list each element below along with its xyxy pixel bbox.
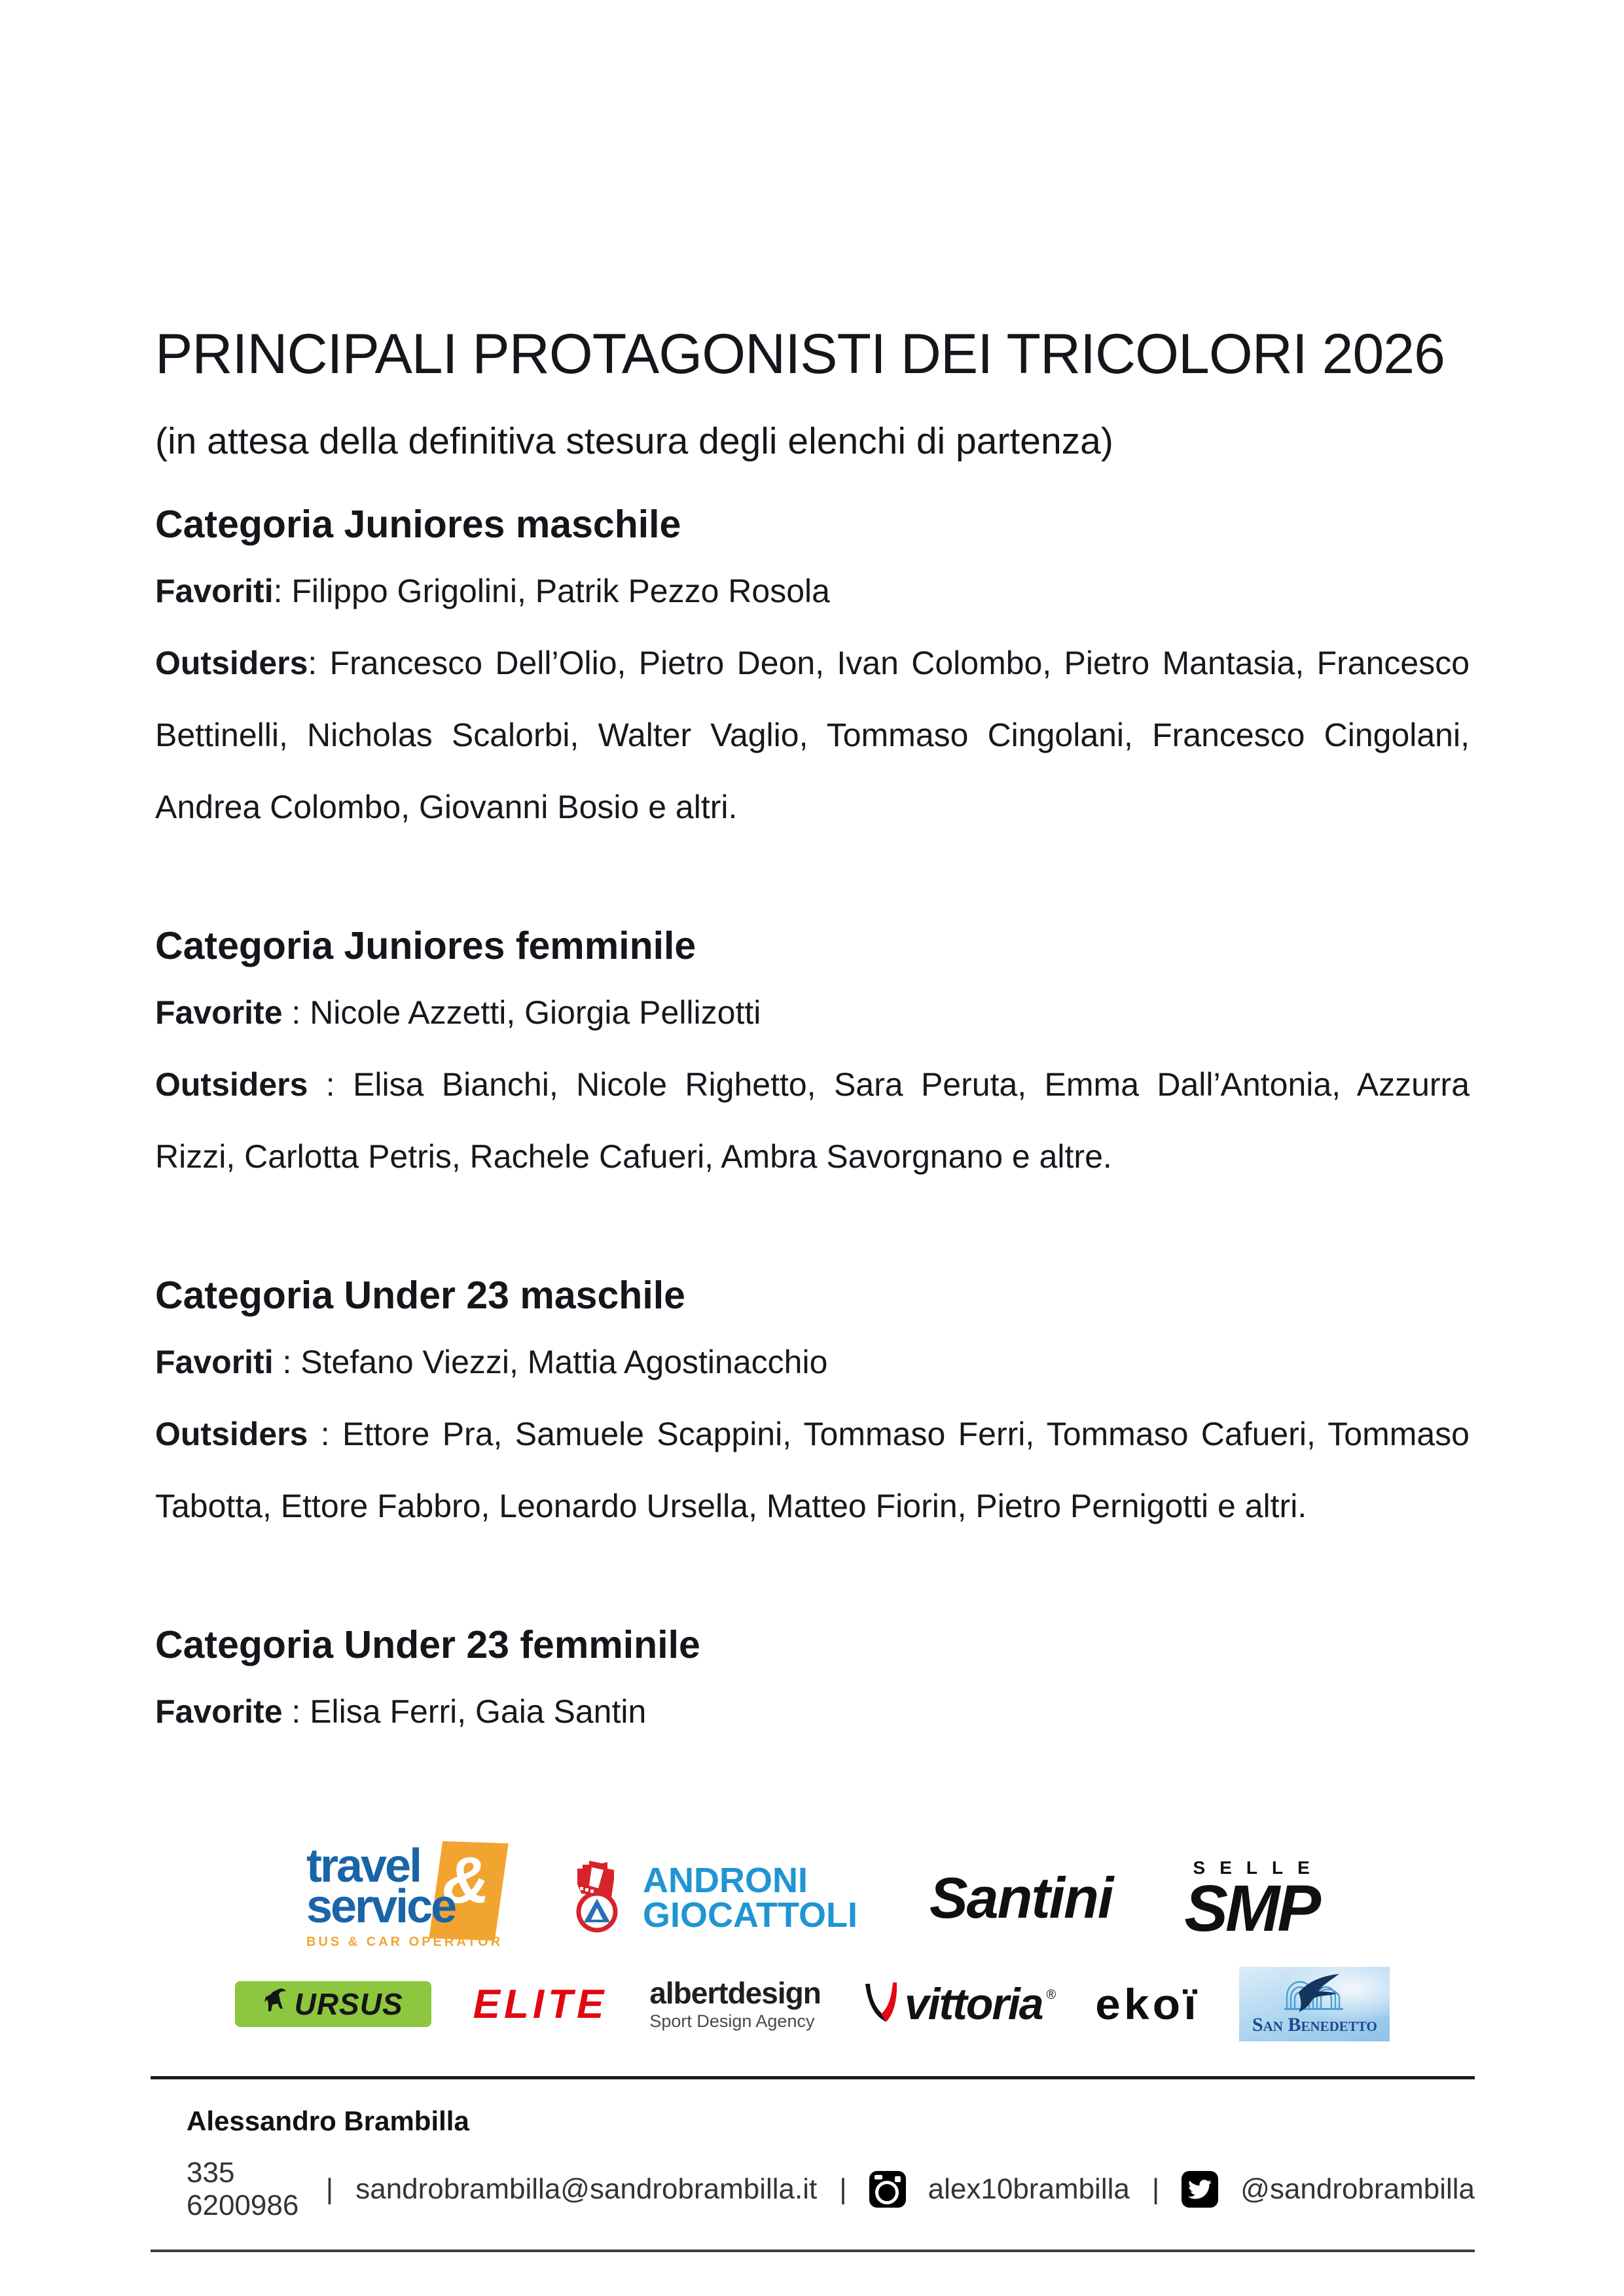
outsiders-line: [155, 1049, 1470, 1193]
section-under23-femminile: [155, 1624, 1470, 1748]
favorites-line: [155, 1326, 1470, 1398]
separator-pipe: |: [1151, 2173, 1160, 2205]
instagram-handle[interactable]: alex10brambilla: [928, 2173, 1130, 2205]
instagram-icon: [869, 2171, 906, 2208]
androni-giocattoli-logo: [568, 1859, 857, 1936]
sponsor-logos: [155, 1840, 1470, 2041]
ursus-ibex-icon: [263, 1986, 288, 2022]
favorites-names: : Stefano Viezzi, Mattia Agostinacchio: [273, 1344, 828, 1380]
selle-smp-logo: [1184, 1857, 1324, 1945]
albertdesign-tagline: Sport Design Agency: [649, 2011, 815, 2031]
outsiders-line: [155, 1398, 1470, 1542]
albertdesign-wordmark: albertdesign: [649, 1975, 821, 2010]
section-under23-maschile: [155, 1275, 1470, 1542]
contact-footer: [151, 2076, 1475, 2252]
travel-service-ampersand: &: [442, 1844, 490, 1917]
contact-name: Alessandro Brambilla: [187, 2106, 469, 2136]
elite-logo: ELITE: [473, 1981, 608, 2027]
separator-pipe: |: [325, 2173, 334, 2205]
favorites-names: : Nicole Azzetti, Giorgia Pellizotti: [282, 994, 761, 1031]
sponsor-row-1: [155, 1840, 1470, 1950]
favorites-label: Favorite: [155, 1693, 283, 1730]
vittoria-v-icon: [863, 1980, 901, 2029]
san-benedetto-logo: [1239, 1967, 1390, 2041]
outsiders-label: Outsiders: [155, 1066, 308, 1103]
outsiders-label: Outsiders: [155, 645, 308, 681]
separator-pipe: |: [839, 2173, 847, 2205]
androni-line1: ANDRONI: [642, 1860, 808, 1900]
footer-bottom-rule: [151, 2250, 1475, 2252]
section-heading: Categoria Under 23 femminile: [155, 1623, 700, 1666]
instagram-icon-lens: [875, 2181, 899, 2204]
ekoi-logo: ekoï: [1095, 1980, 1200, 2028]
ursus-wordmark: URSUS: [294, 1987, 403, 2021]
favorites-label: Favoriti: [155, 1344, 274, 1380]
vittoria-logo: [863, 1979, 1056, 2030]
selle-smp-selle: SELLE: [1193, 1857, 1324, 1878]
favorites-names: : Elisa Ferri, Gaia Santin: [282, 1693, 647, 1730]
outsiders-label: Outsiders: [155, 1416, 308, 1452]
androni-wordmark: [642, 1860, 857, 1935]
androni-shield-icon: [568, 1859, 628, 1936]
favorites-line: [155, 977, 1470, 1049]
contact-row: [187, 2157, 1475, 2222]
outsiders-names: : Francesco Dell’Olio, Pietro Deon, Ivan Colombo, Pietro Mantasia, Francesco Bettinelli, Nicholas Scalorbi, Walter Vaglio, Tommaso Cingolani, Francesco Cingolani, Andrea Colombo, Giovanni Bosio e altri.: [155, 645, 1470, 825]
section-heading: Categoria Juniores maschile: [155, 503, 681, 546]
outsiders-names: : Elisa Bianchi, Nicole Righetto, Sara Peruta, Emma Dall’Antonia, Azzurra Rizzi, Carlotta Petris, Rachele Cafueri, Ambra Savorgnano e altre.: [155, 1066, 1470, 1175]
favorites-label: Favorite: [155, 994, 283, 1031]
favorites-names: : Filippo Grigolini, Patrik Pezzo Rosola: [273, 573, 830, 609]
vittoria-wordmark: vittoria: [904, 1979, 1043, 2029]
favorites-label: Favoriti: [155, 573, 274, 609]
travel-service-logo: [306, 1840, 503, 1950]
sponsor-row-2: [155, 1967, 1470, 2041]
travel-service-tagline: BUS & CAR OPERATOR: [306, 1935, 503, 1949]
albertdesign-logo: [649, 1977, 821, 2032]
outsiders-line: [155, 627, 1470, 843]
outsiders-names: : Ettore Pra, Samuele Scappini, Tommaso Ferri, Tommaso Cafueri, Tommaso Tabotta, Ettore Fabbro, Leonardo Ursella, Matteo Fiorin, Pietro Pernigotti e altri.: [155, 1416, 1470, 1524]
document-content: [155, 0, 1470, 2041]
section-juniores-femminile: [155, 925, 1470, 1193]
androni-line2: GIOCATTOLI: [642, 1895, 857, 1935]
instagram-icon-flash-dot: [895, 2176, 901, 2182]
santini-logo: Santini: [929, 1865, 1113, 1930]
section-heading: Categoria Under 23 maschile: [155, 1274, 685, 1317]
ursus-logo: [235, 1981, 431, 2027]
san-benedetto-arch-bird-icon: [1276, 1974, 1352, 2015]
twitter-handle[interactable]: @sandrobrambilla: [1240, 2173, 1475, 2205]
instagram-icon-viewfinder: [875, 2175, 882, 2179]
page-title: PRINCIPALI PROTAGONISTI DEI TRICOLORI 2026: [155, 323, 1445, 386]
phone-number: 335 6200986: [187, 2157, 299, 2221]
travel-service-word1: travel: [306, 1840, 421, 1892]
favorites-line: [155, 555, 1470, 627]
email-link[interactable]: sandrobrambilla@sandrobrambilla.it: [355, 2173, 818, 2205]
twitter-icon: [1182, 2171, 1218, 2208]
san-benedetto-wordmark: San Benedetto: [1252, 2013, 1377, 2036]
selle-smp-smp: SMP: [1184, 1871, 1319, 1945]
section-heading: Categoria Juniores femminile: [155, 924, 696, 967]
page-subtitle: (in attesa della definitiva stesura degli elenchi di partenza): [155, 420, 1113, 462]
travel-service-word2: service: [306, 1880, 456, 1933]
favorites-line: [155, 1676, 1470, 1748]
section-juniores-maschile: [155, 504, 1470, 843]
vittoria-registered-mark: ®: [1046, 1988, 1056, 2002]
